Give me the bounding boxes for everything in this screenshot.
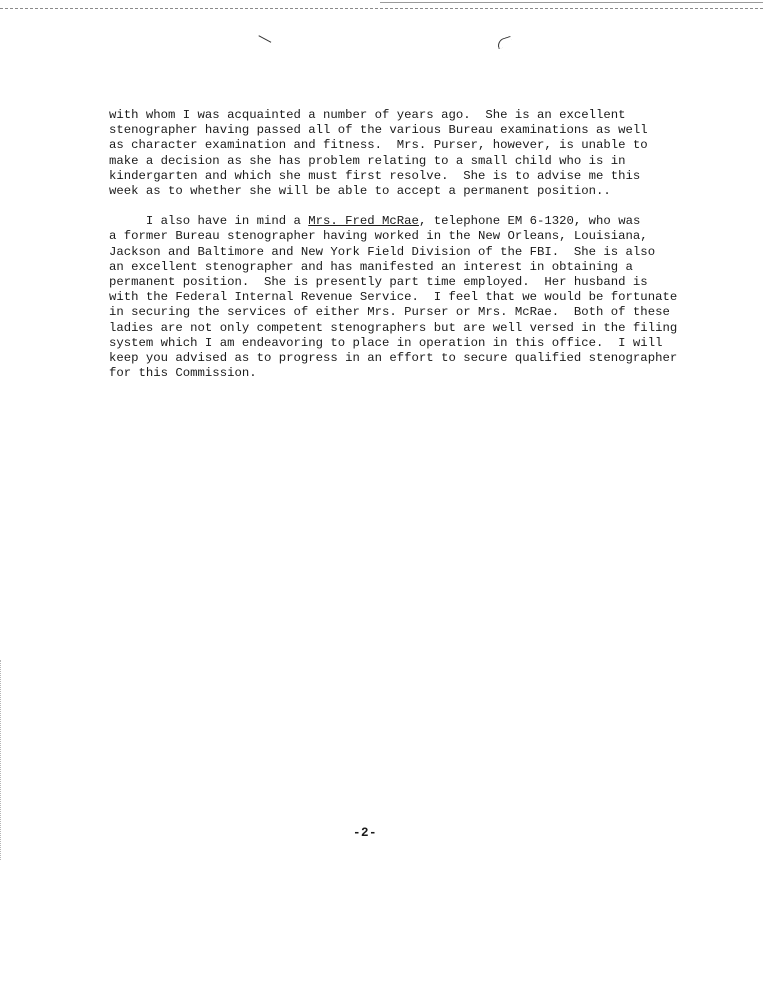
text-line: an excellent stenographer and has manifested an interest in obtaining a xyxy=(109,259,633,274)
text-line: Jackson and Baltimore and New York Field Division of the FBI. She is also xyxy=(109,244,656,259)
text-line: with the Federal Internal Revenue Service. I feel that we would be fortunate xyxy=(109,290,678,305)
pen-mark-left xyxy=(255,35,272,50)
text-line: stenographer having passed all of the various Bureau examinations as well xyxy=(109,123,648,138)
text-line: a former Bureau stenographer having worked in the New Orleans, Louisiana, xyxy=(109,229,648,244)
text-line: make a decision as she has problem relating to a small child who is in xyxy=(109,153,626,168)
text-line: keep you advised as to progress in an effort to secure qualified stenographer xyxy=(109,351,678,366)
paragraph-mcrae xyxy=(109,214,709,381)
scan-specks xyxy=(0,660,21,860)
text-line: for this Commission. xyxy=(109,366,257,381)
paragraph-purser xyxy=(109,108,709,199)
text-line: system which I am endeavoring to place in operation in this office. I will xyxy=(109,335,663,350)
text-line-tail: , telephone EM 6-1320, who was xyxy=(418,214,641,229)
text-line: ladies are not only competent stenographers but are well versed in the filing xyxy=(109,320,678,335)
text-line: with whom I was acquainted a number of years ago. She is an excellent xyxy=(109,108,626,122)
text-line: permanent position. She is presently part time employed. Her husband is xyxy=(109,275,648,290)
pen-mark-right xyxy=(496,36,513,49)
page-number: -2- xyxy=(353,826,378,840)
underlined-name: Mrs. Fred McRae xyxy=(308,214,419,229)
text-line: week as to whether she will be able to accept a permanent position.. xyxy=(109,184,611,199)
letter-body xyxy=(109,108,709,381)
text-line-lead: I also have in mind a xyxy=(109,214,309,229)
text-line: as character examination and fitness. Mrs. Purser, however, is unable to xyxy=(109,138,648,153)
text-line: kindergarten and which she must first resolve. She is to advise me this xyxy=(109,168,641,183)
page-top-edge xyxy=(0,0,763,9)
text-line: in securing the services of either Mrs. Purser or Mrs. McRae. Both of these xyxy=(109,305,670,320)
